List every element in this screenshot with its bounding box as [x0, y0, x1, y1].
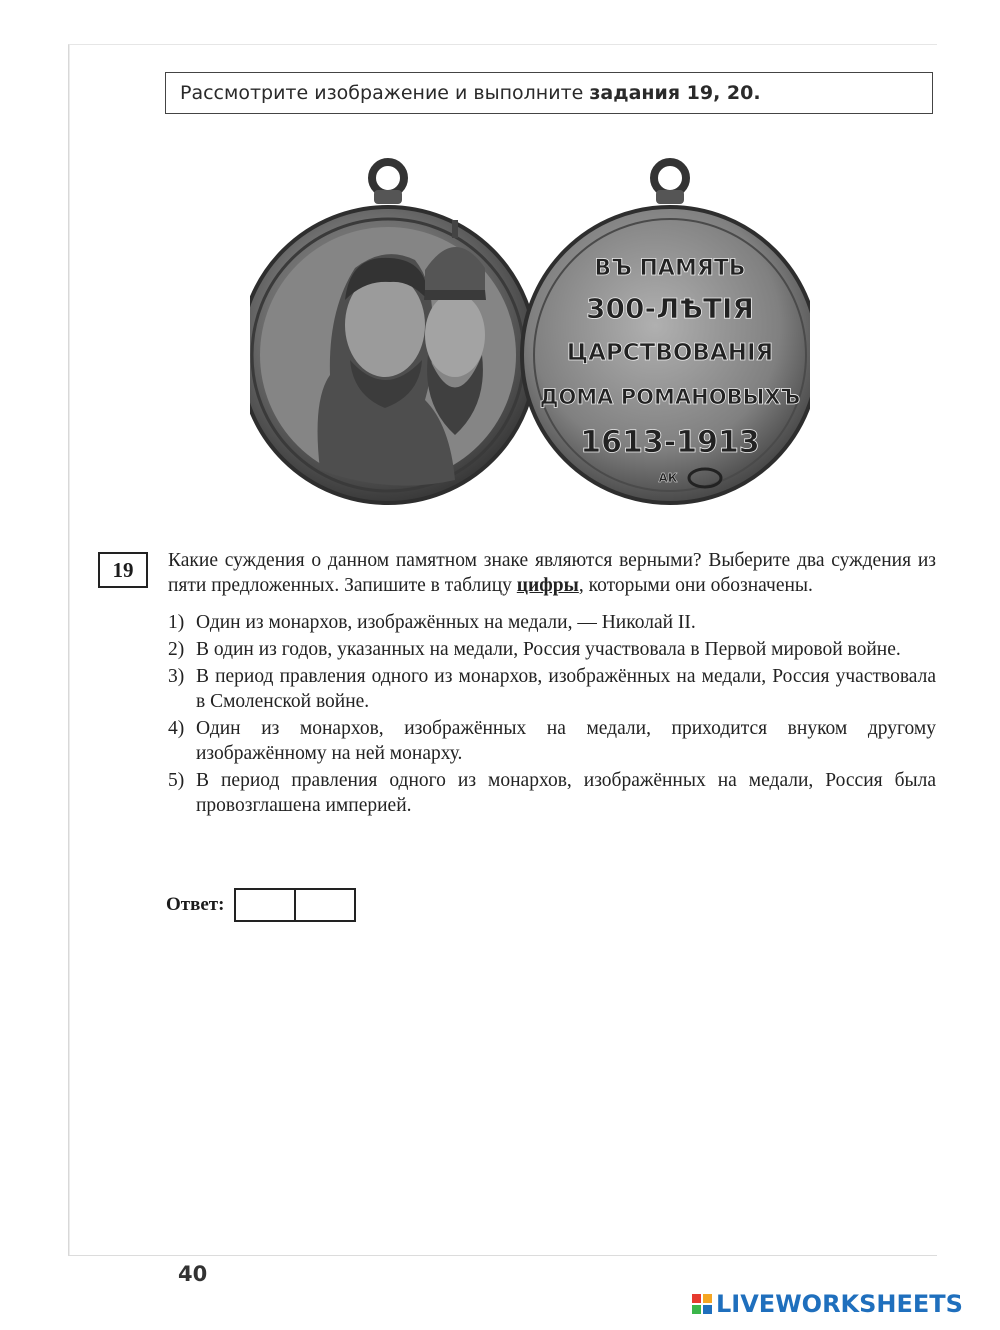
- answer-cell-2[interactable]: [294, 890, 354, 920]
- question-text-2: , которыми они обозначены.: [578, 575, 813, 596]
- page-number: 40: [178, 1262, 208, 1286]
- medal-obverse: [250, 162, 536, 503]
- option-text: Один из монархов, изображённых на медали, — Николай II.: [196, 612, 696, 633]
- logo-grid-icon: [692, 1294, 712, 1314]
- option-text: Один из монархов, изображённых на медали, приходится внуком другому изображённому на ней монарху.: [196, 718, 936, 764]
- option-text: В период правления одного из монархов, изображённых на медали, Россия участвовала в Смоленской войне.: [196, 666, 936, 712]
- answer-table: [234, 888, 356, 922]
- instruction-bold: задания 19, 20.: [589, 82, 761, 104]
- instruction-text: Рассмотрите изображение и выполните: [180, 82, 590, 104]
- medal-reverse: [522, 162, 810, 503]
- option-item-2: [168, 637, 936, 662]
- task-number: 19: [98, 552, 148, 588]
- medal-line-5: 1613-1913: [580, 425, 760, 460]
- answer-row: [166, 888, 356, 922]
- medal-line-4: ДОМА РОМАНОВЫХЪ: [539, 385, 801, 409]
- option-item-5: [168, 768, 936, 818]
- option-item-3: [168, 664, 936, 714]
- answer-label: Ответ:: [166, 894, 225, 915]
- question-text-1: Какие суждения о данном памятном знаке являются верными? Выберите два суждения из пяти предложенных. Запишите в таблицу: [168, 550, 936, 596]
- option-number: 4): [168, 718, 185, 739]
- question-keyword: цифры: [516, 575, 579, 596]
- task-body: [168, 548, 936, 820]
- option-text: В период правления одного из монархов, изображённых на медали, Россия была провозглашена империей.: [196, 770, 936, 816]
- answer-cell-1[interactable]: [236, 890, 294, 920]
- brand-name: LIVEWORKSHEETS: [716, 1290, 963, 1318]
- option-text: В один из годов, указанных на медали, Россия участвовала в Первой мировой войне.: [196, 639, 901, 660]
- option-number: 2): [168, 639, 185, 660]
- option-item-4: [168, 716, 936, 766]
- medal-line-3: ЦАРСТВОВАНІЯ: [566, 340, 774, 366]
- instruction-box: [165, 72, 933, 114]
- option-number: 1): [168, 612, 185, 633]
- options-list: [168, 610, 936, 818]
- medal-image: [250, 150, 810, 510]
- task-question: [168, 548, 936, 598]
- option-item-1: [168, 610, 936, 635]
- medal-hallmark: АК: [658, 471, 678, 485]
- medal-line-1: ВЪ ПАМЯТЬ: [594, 256, 746, 281]
- option-number: 3): [168, 666, 185, 687]
- liveworksheets-logo[interactable]: [692, 1290, 963, 1318]
- medal-line-2: 300-ЛѢТІЯ: [586, 292, 754, 325]
- option-number: 5): [168, 770, 185, 791]
